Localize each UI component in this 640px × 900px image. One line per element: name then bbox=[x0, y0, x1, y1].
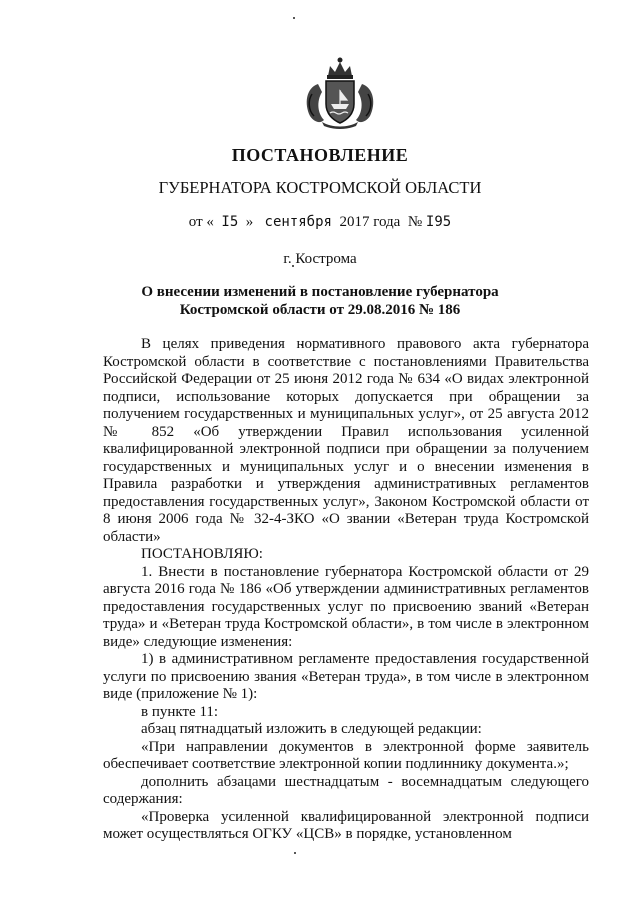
body-paragraph: 1. Внести в постановление губернатора Костромской области от 29 августа 2016 года № 186 «Об утверждении административных регламентов предоставления государственных услуг по присвоению званий «Ветеран труда» и «Ветеран труда Костромской области», в том числе в электронном виде» следующие изменения: bbox=[103, 563, 589, 650]
date-prefix: от « bbox=[188, 214, 214, 230]
subject-line: Костромской области от 29.08.2016 № 186 bbox=[179, 301, 461, 318]
body-paragraph: 1) в административном регламенте предоставления государственной услуги по присвоению звания «Ветеран труда», в том числе в электронном виде (приложение № 1): bbox=[103, 651, 589, 702]
document-number: I95 bbox=[425, 214, 452, 230]
document-date-line bbox=[0, 214, 640, 231]
city: г. Кострома bbox=[283, 251, 357, 267]
document-subject bbox=[0, 284, 640, 319]
date-year: 2017 года bbox=[339, 214, 401, 230]
kostroma-coat-of-arms-icon bbox=[298, 54, 382, 130]
number-label: № bbox=[407, 214, 423, 230]
decree-word: ПОСТАНОВЛЯЮ: bbox=[141, 546, 263, 562]
body-paragraph: дополнить абзацами шестнадцатым - восемнадцатым следующего содержания: bbox=[103, 773, 589, 807]
body-paragraph: в пункте 11: bbox=[141, 703, 219, 720]
date-quote-close: » bbox=[245, 214, 254, 230]
body-paragraph: В целях приведения нормативного правового акта губернатора Костромской области в соответствие с постановлениями Правительства Российской Федерации от 25 июня 2012 года № 634 «О видах электронной подписи, использование которых допускается при обращении за получением государственных и муниципальных услуг», от 25 августа 2012 № 852 «Об утверждении Правил использования усиленной квалифицированной электронной подписи при обращении за получением государственных и муниципальных услуг и о внесении изменения в Правила разработки и утверждения административных регламентов предоставления государственных услуг», Законом Костромской области от 8 июня 2006 года № 32-4-ЗКО «О звании «Ветеран труда Костромской области» bbox=[103, 336, 589, 545]
scan-speck bbox=[293, 17, 295, 19]
subject-line: О внесении изменений в постановление губернатора bbox=[141, 284, 499, 300]
issuing-authority: ГУБЕРНАТОРА КОСТРОМСКОЙ ОБЛАСТИ bbox=[158, 178, 482, 197]
date-day: I5 bbox=[221, 214, 239, 230]
document-title: ПОСТАНОВЛЕНИЕ bbox=[231, 145, 409, 165]
body-paragraph: «Проверка усиленной квалифицированной электронной подписи может осуществляться ОГКУ «ЦСВ» в порядке, установленном bbox=[103, 808, 589, 842]
document-body bbox=[103, 336, 589, 844]
scan-speck bbox=[294, 852, 296, 854]
body-paragraph: «При направлении документов в электронной форме заявитель обеспечивает соответствие электронной копии подлиннику документа.»; bbox=[103, 738, 589, 772]
date-month: сентября bbox=[264, 214, 332, 230]
body-paragraph: абзац пятнадцатый изложить в следующей редакции: bbox=[141, 721, 482, 737]
